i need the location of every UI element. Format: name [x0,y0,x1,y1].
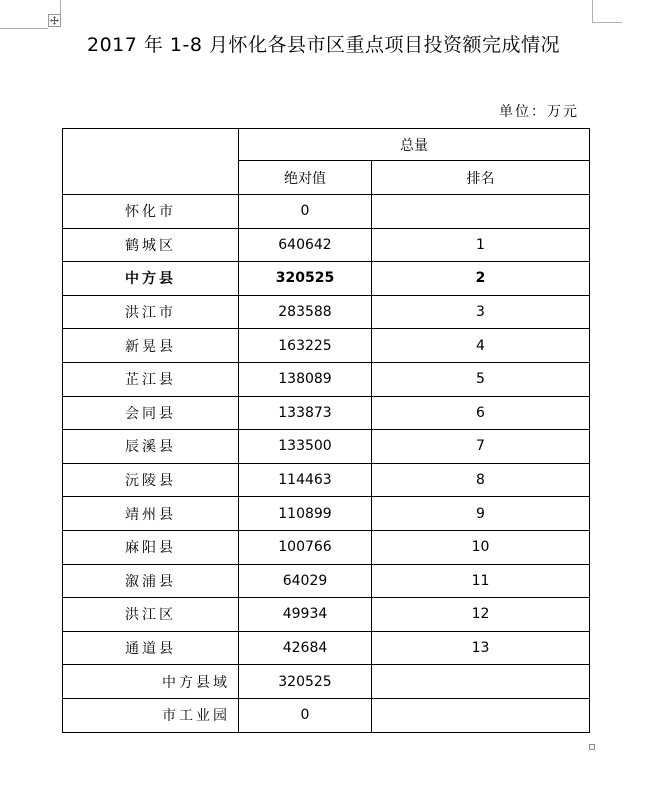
absolute-value-cell: 320525 [239,262,372,296]
absolute-value-cell: 163225 [239,329,372,363]
page-title: 2017 年 1-8 月怀化各县市区重点项目投资额完成情况 [86,34,560,56]
rank-cell: 2 [372,262,590,296]
table-row [63,631,590,665]
table-row [63,396,590,430]
header-blank-cell [63,129,239,195]
column-header-rank: 排名 [372,161,590,195]
header-row [63,129,590,161]
table-row [63,665,590,699]
table-row [63,195,590,229]
page-corner-mark [592,0,593,22]
region-name-cell: 鹤城区 [63,228,239,262]
absolute-value-cell: 49934 [239,598,372,632]
region-name-cell: 麻阳县 [63,530,239,564]
absolute-value-cell: 42684 [239,631,372,665]
table-row [63,564,590,598]
region-name-cell: 靖州县 [63,497,239,531]
page-corner-mark [592,22,622,23]
region-name-cell: 溆浦县 [63,564,239,598]
table-row [63,497,590,531]
region-name-cell: 洪江市 [63,295,239,329]
region-name-cell: 通道县 [63,631,239,665]
table-row [63,295,590,329]
absolute-value-cell: 640642 [239,228,372,262]
absolute-value-cell: 0 [239,698,372,732]
region-name-cell: 怀化市 [63,195,239,229]
table-row [63,463,590,497]
table-resize-handle[interactable] [589,744,595,750]
absolute-value-cell: 138089 [239,362,372,396]
rank-cell: 1 [372,228,590,262]
table-move-handle[interactable] [48,14,61,27]
absolute-value-cell: 133500 [239,430,372,464]
unit-note: 单位：万元 [499,104,579,120]
rank-cell: 8 [372,463,590,497]
data-table [62,128,590,733]
table-row [63,228,590,262]
absolute-value-cell: 114463 [239,463,372,497]
table-row [63,329,590,363]
rank-cell [372,195,590,229]
region-name-cell: 芷江县 [63,362,239,396]
table-row [63,262,590,296]
rank-cell: 7 [372,430,590,464]
region-name-cell: 洪江区 [63,598,239,632]
rank-cell [372,665,590,699]
rank-cell: 10 [372,530,590,564]
table-row [63,362,590,396]
table-row [63,530,590,564]
region-name-cell: 会同县 [63,396,239,430]
table-row [63,598,590,632]
table-row [63,430,590,464]
column-header-absolute-value: 绝对值 [239,161,372,195]
absolute-value-cell: 0 [239,195,372,229]
region-name-cell: 新晃县 [63,329,239,363]
absolute-value-cell: 64029 [239,564,372,598]
absolute-value-cell: 110899 [239,497,372,531]
rank-cell [372,698,590,732]
rank-cell: 5 [372,362,590,396]
absolute-value-cell: 320525 [239,665,372,699]
absolute-value-cell: 100766 [239,530,372,564]
move-arrows-icon [50,16,59,25]
region-name-cell: 沅陵县 [63,463,239,497]
absolute-value-cell: 283588 [239,295,372,329]
page-corner-mark [0,28,48,29]
rank-cell: 6 [372,396,590,430]
region-name-cell: 中方县 [63,262,239,296]
rank-cell: 4 [372,329,590,363]
region-name-cell: 市工业园 [63,698,239,732]
rank-cell: 11 [372,564,590,598]
region-name-cell: 辰溪县 [63,430,239,464]
region-name-cell: 中方县域 [63,665,239,699]
rank-cell: 3 [372,295,590,329]
rank-cell: 12 [372,598,590,632]
absolute-value-cell: 133873 [239,396,372,430]
header-group-total: 总量 [239,129,590,161]
rank-cell: 13 [372,631,590,665]
rank-cell: 9 [372,497,590,531]
table-row [63,698,590,732]
